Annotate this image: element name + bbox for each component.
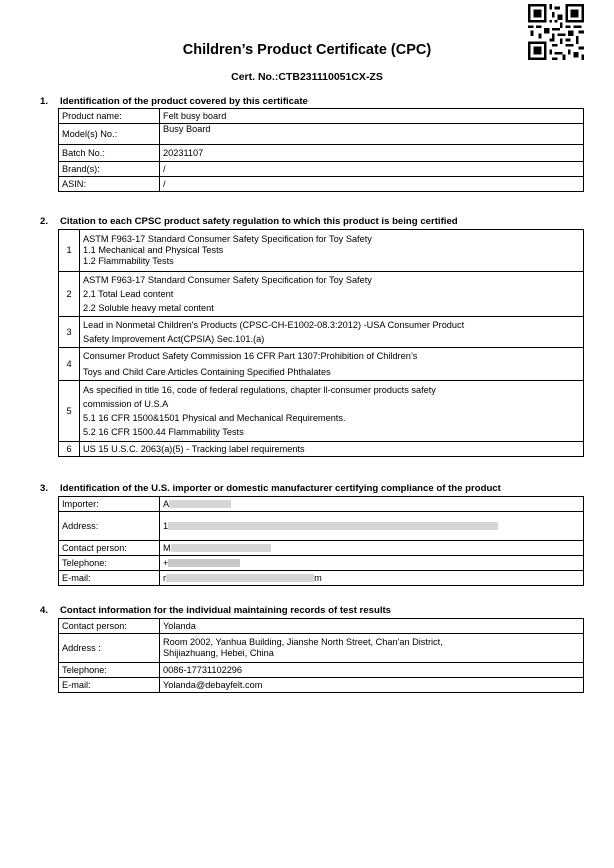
table-row: Address: 1 [59,512,584,541]
brand-value: / [160,162,584,177]
records-address-value: Room 2002, Yanhua Building, Jianshe North Street, Chan'an District, Shijiazhuang, Hebei, China [160,634,584,663]
section-4-heading: 4. Contact information for the individual maintaining records of test results [40,605,392,616]
table-row: 5 As specified in title 16, code of federal regulations, chapter ll-consumer products safety commission of U.S.A 5.1 16 CFR 1500&1501 Physical and Mechanical Requirements. 5.2 16 CFR 1500.44 Flammability Tests [59,381,584,442]
table-row: Model(s) No.: Busy Board [59,124,584,145]
table-row: Contact person: M [59,541,584,556]
table-row: Telephone: + [59,556,584,571]
table-row: 2 ASTM F963-17 Standard Consumer Safety Specification for Toy Safety 2.1 Total Lead content 2.2 Soluble heavy metal content [59,272,584,317]
table-row: 4 Consumer Product Safety Commission 16 CFR Part 1307:Prohibition of Children’s Toys and Child Care Articles Containing Specified Phthalates [59,348,584,381]
batch-number-value: 20231107 [160,145,584,162]
importer-contact-value: M [160,541,584,556]
table-row: E-mail: r m [59,571,584,586]
table-row: Product name: Felt busy board [59,109,584,124]
importer-email-value: r m [160,571,584,586]
importer-value: A [160,497,584,512]
table-row: Telephone: 0086-17731102296 [59,663,584,678]
certificate-title: Children’s Product Certificate (CPC) [182,42,432,58]
product-name-value: Felt busy board [160,109,584,124]
table-row: 6 US 15 U.S.C. 2063(a)(5) - Tracking label requirements [59,442,584,457]
records-contact-value: Yolanda [160,619,584,634]
importer-table [58,496,584,586]
table-row: ASIN: / [59,177,584,192]
section-3-heading: 3. Identification of the U.S. importer or domestic manufacturer certifying compliance of the product [40,483,501,494]
section-2-heading: 2. Citation to each CPSC product safety regulation to which this product is being certified [40,216,458,227]
records-email-value: Yolanda@debayfelt.com [160,678,584,693]
regulations-table [58,229,584,457]
importer-address-value: 1 [160,512,584,541]
asin-value: / [160,177,584,192]
table-row: Brand(s): / [59,162,584,177]
table-row: 1 ASTM F963-17 Standard Consumer Safety Specification for Toy Safety 1.1 Mechanical and Physical Tests 1.2 Flammability Tests [59,230,584,272]
section-1-heading: 1. Identification of the product covered by this certificate [40,96,308,107]
model-number-value: Busy Board [160,124,584,145]
table-row: 3 Lead in Nonmetal Children's Products (CPSC-CH-E1002-08.3:2012) -USA Consumer Product Safety Improvement Act(CPSIA) Sec.101.(a) [59,317,584,348]
table-row: Importer: A [59,497,584,512]
certificate-number: Cert. No.:CTB231110051CX-ZS [231,71,383,83]
records-contact-table [58,618,584,693]
table-row: Contact person: Yolanda [59,619,584,634]
records-telephone-value: 0086-17731102296 [160,663,584,678]
importer-telephone-value: + [160,556,584,571]
table-row: Batch No.: 20231107 [59,145,584,162]
product-identification-table [58,108,584,192]
table-row: E-mail: Yolanda@debayfelt.com [59,678,584,693]
table-row: Address : Room 2002, Yanhua Building, Jianshe North Street, Chan'an District, Shijiazhuang, Hebei, China [59,634,584,663]
